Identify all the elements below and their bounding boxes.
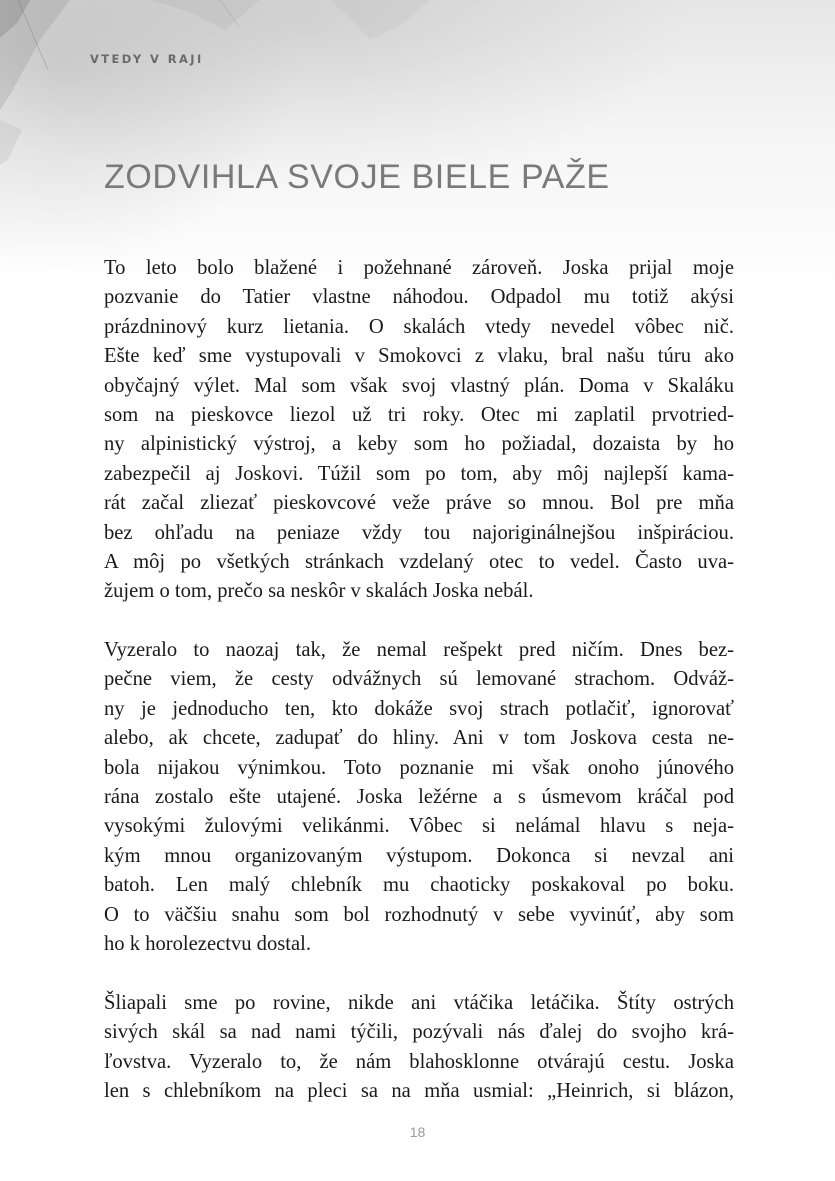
text-line: O to väčšiu snahu som bol rozhodnutý v sebe vyvinúť, aby som	[104, 903, 734, 926]
running-head: VTEDY V RAJI	[90, 52, 204, 66]
text-line: prázdninový kurz lietania. O skalách vtedy nevedel vôbec nič.	[104, 315, 734, 338]
text-line: ny alpinistický výstroj, a keby som ho požiadal, dozaista by ho	[104, 433, 734, 456]
text-line: zabezpečil aj Joskovi. Túžil som po tom, aby môj najlepší kama-	[104, 462, 734, 485]
text-line: ny je jednoducho ten, kto dokáže svoj strach potlačiť, ignorovať	[104, 697, 734, 720]
chapter-title: ZODVIHLA SVOJE BIELE PAŽE	[104, 158, 610, 196]
text-line: Vyzeralo to naozaj tak, že nemal rešpekt pred ničím. Dnes bez-	[104, 639, 734, 662]
text-line: žujem o tom, prečo sa neskôr v skalách Joska nebál.	[104, 580, 534, 603]
text-line: ho k horolezectvu dostal.	[104, 932, 312, 955]
text-line: som na pieskovce liezol už tri roky. Otec mi zaplatil prvotried-	[104, 403, 734, 426]
text-line: Šliapali sme po rovine, nikde ani vtáčika letáčika. Štíty ostrých	[104, 991, 734, 1014]
text-line: obyčajný výlet. Mal som však svoj vlastný plán. Doma v Skaláku	[104, 374, 734, 397]
text-line: Ešte keď sme vystupovali v Smokovci z vlaku, bral našu túru ako	[104, 345, 734, 368]
text-line: alebo, ak chcete, zadupať do hliny. Ani v tom Joskova cesta ne-	[104, 727, 734, 750]
text-line: kým mnou organizovaným výstupom. Dokonca si nevzal ani	[104, 844, 734, 867]
text-line: rát začal zliezať pieskovcové veže práve so mnou. Bol pre mňa	[104, 492, 734, 515]
text-line: vysokými žulovými velikánmi. Vôbec si nelámal hlavu s neja-	[104, 815, 734, 838]
paragraph-1	[104, 254, 734, 607]
body-text	[104, 254, 734, 1136]
text-line: len s chlebníkom na pleci sa na mňa usmial: „Heinrich, si blázon,	[104, 1079, 734, 1102]
text-line: bez ohľadu na peniaze vždy tou najoriginálnejšou inšpiráciou.	[104, 521, 734, 544]
text-line: rána zostalo ešte utajené. Joska ležérne a s úsmevom kráčal pod	[104, 786, 734, 809]
page-number: 18	[409, 1124, 426, 1140]
text-line: bola nijakou výnimkou. Toto poznanie mi však onoho júnového	[104, 756, 734, 779]
text-line: pečne viem, že cesty odvážnych sú lemované strachom. Odváž-	[104, 668, 734, 691]
paragraph-3	[104, 989, 734, 1107]
text-line: batoh. Len malý chlebník mu chaoticky poskakoval po boku.	[104, 874, 734, 897]
text-line: A môj po všetkých stránkach vzdelaný otec to vedel. Často uva-	[104, 550, 734, 573]
text-line: pozvanie do Tatier vlastne náhodou. Odpadol mu totiž akýsi	[104, 286, 734, 309]
text-line: sivých skál sa nad nami týčili, pozývali nás ďalej do svojho krá-	[104, 1021, 734, 1044]
text-line: ľovstva. Vyzeralo to, že nám blahosklonne otvárajú cestu. Joska	[104, 1050, 734, 1073]
text-line: To leto bolo blažené i požehnané zároveň. Joska prijal moje	[104, 257, 734, 279]
paragraph-2	[104, 636, 734, 959]
